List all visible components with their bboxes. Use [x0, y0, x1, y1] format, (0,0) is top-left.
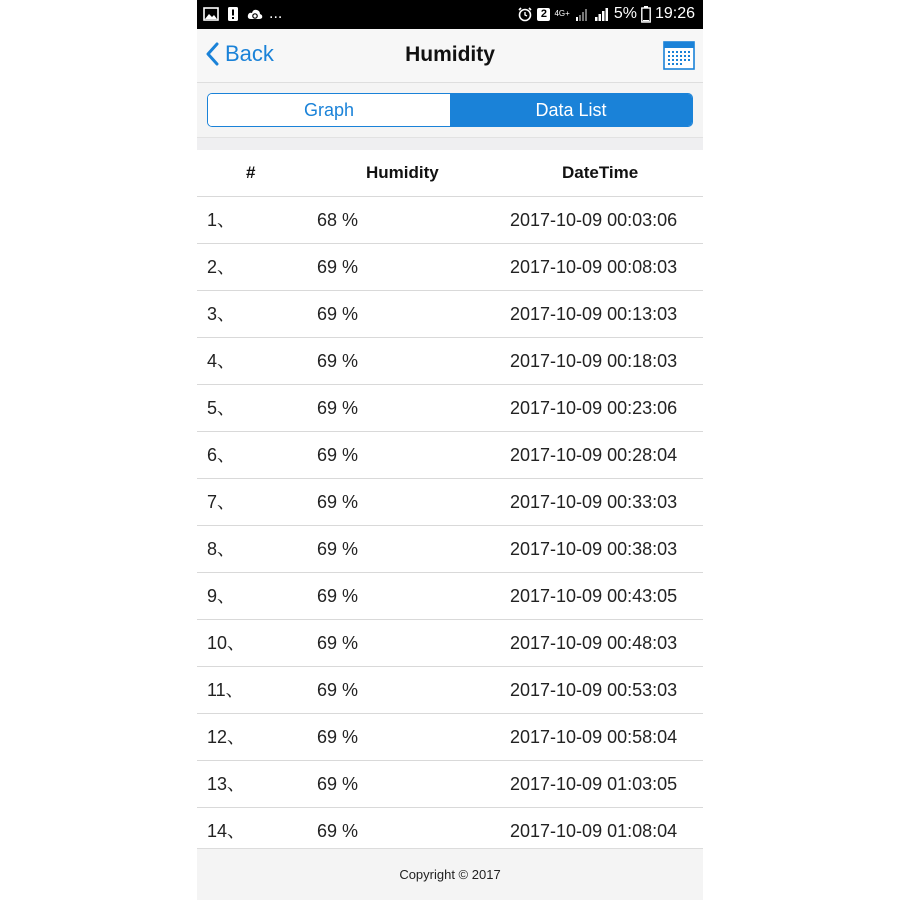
alert-icon	[225, 6, 241, 22]
data-table	[197, 150, 703, 855]
table-body	[197, 197, 703, 855]
row-humidity: 69 %	[317, 727, 359, 747]
row-datetime: 2017-10-09 00:58:04	[510, 727, 678, 747]
clock: 19:26	[654, 5, 695, 22]
row-datetime: 2017-10-09 00:33:03	[510, 492, 678, 512]
row-humidity: 69 %	[317, 445, 359, 465]
back-label: Back	[225, 41, 274, 66]
row-index: 6、	[207, 445, 236, 465]
row-datetime: 2017-10-09 00:23:06	[510, 398, 678, 418]
row-datetime: 2017-10-09 00:53:03	[510, 680, 678, 700]
row-humidity: 69 %	[317, 821, 359, 841]
row-datetime: 2017-10-09 01:03:05	[510, 774, 678, 794]
segmented-control	[207, 93, 693, 127]
status-bar	[197, 0, 703, 29]
row-datetime: 2017-10-09 00:48:03	[510, 633, 678, 653]
table-row	[197, 385, 703, 432]
phone-screen	[197, 0, 703, 900]
row-index: 3、	[207, 304, 236, 324]
row-index: 12、	[207, 727, 246, 747]
status-bar-left	[203, 5, 282, 23]
row-humidity: 69 %	[317, 539, 359, 559]
signal-weak-icon	[574, 6, 590, 22]
table-row	[197, 479, 703, 526]
row-index: 13、	[207, 774, 246, 794]
row-index: 10、	[207, 633, 246, 653]
status-bar-right	[517, 5, 695, 23]
table-row	[197, 526, 703, 573]
header-datetime: DateTime	[562, 163, 639, 182]
section-spacer	[197, 138, 703, 150]
row-datetime: 2017-10-09 00:13:03	[510, 304, 678, 324]
table-row	[197, 573, 703, 620]
nav-bar	[197, 29, 703, 83]
row-humidity: 69 %	[317, 633, 359, 653]
row-index: 9、	[207, 586, 236, 606]
calendar-icon[interactable]	[663, 40, 695, 70]
tab-data-list[interactable]: Data List	[450, 94, 692, 126]
status-more: ...	[269, 5, 283, 22]
battery-icon	[641, 6, 651, 23]
row-index: 8、	[207, 539, 236, 559]
table-row	[197, 714, 703, 761]
footer	[197, 848, 703, 900]
row-humidity: 69 %	[317, 586, 359, 606]
signal-icon	[594, 6, 610, 22]
row-datetime: 2017-10-09 01:08:04	[510, 821, 678, 841]
row-humidity: 69 %	[317, 774, 359, 794]
row-humidity: 69 %	[317, 492, 359, 512]
row-index: 2、	[207, 257, 236, 277]
row-index: 7、	[207, 492, 236, 512]
table-row	[197, 291, 703, 338]
table-row	[197, 620, 703, 667]
row-datetime: 2017-10-09 00:38:03	[510, 539, 678, 559]
sim-badge: 2	[537, 8, 550, 21]
row-index: 14、	[207, 821, 246, 841]
copyright-text: Copyright © 2017	[399, 867, 501, 882]
row-index: 11、	[207, 680, 244, 700]
tab-graph[interactable]: Graph	[208, 94, 450, 126]
row-index: 5、	[207, 398, 236, 418]
table-row	[197, 197, 703, 244]
row-humidity: 69 %	[317, 680, 359, 700]
row-humidity: 69 %	[317, 398, 359, 418]
table-row	[197, 338, 703, 385]
table-row	[197, 761, 703, 808]
segment-bar	[197, 83, 703, 138]
alarm-icon	[517, 6, 533, 22]
network-type: 4G+	[554, 9, 570, 18]
row-humidity: 68 %	[317, 210, 359, 230]
row-humidity: 69 %	[317, 304, 359, 324]
table-header	[197, 150, 703, 197]
row-index: 4、	[207, 351, 236, 371]
row-humidity: 69 %	[317, 257, 359, 277]
header-humidity: Humidity	[366, 163, 439, 182]
table-row	[197, 432, 703, 479]
row-datetime: 2017-10-09 00:28:04	[510, 445, 678, 465]
row-datetime: 2017-10-09 00:08:03	[510, 257, 678, 277]
row-datetime: 2017-10-09 00:43:05	[510, 586, 678, 606]
header-index: #	[246, 163, 256, 182]
cloud-sync-icon	[247, 6, 263, 22]
row-datetime: 2017-10-09 00:03:06	[510, 210, 678, 230]
table-row	[197, 244, 703, 291]
row-humidity: 69 %	[317, 351, 359, 371]
battery-percent: 5%	[613, 5, 637, 22]
row-datetime: 2017-10-09 00:18:03	[510, 351, 678, 371]
page-title: Humidity	[405, 43, 495, 66]
row-index: 1、	[207, 210, 236, 230]
table-row	[197, 667, 703, 714]
image-icon	[203, 6, 219, 22]
